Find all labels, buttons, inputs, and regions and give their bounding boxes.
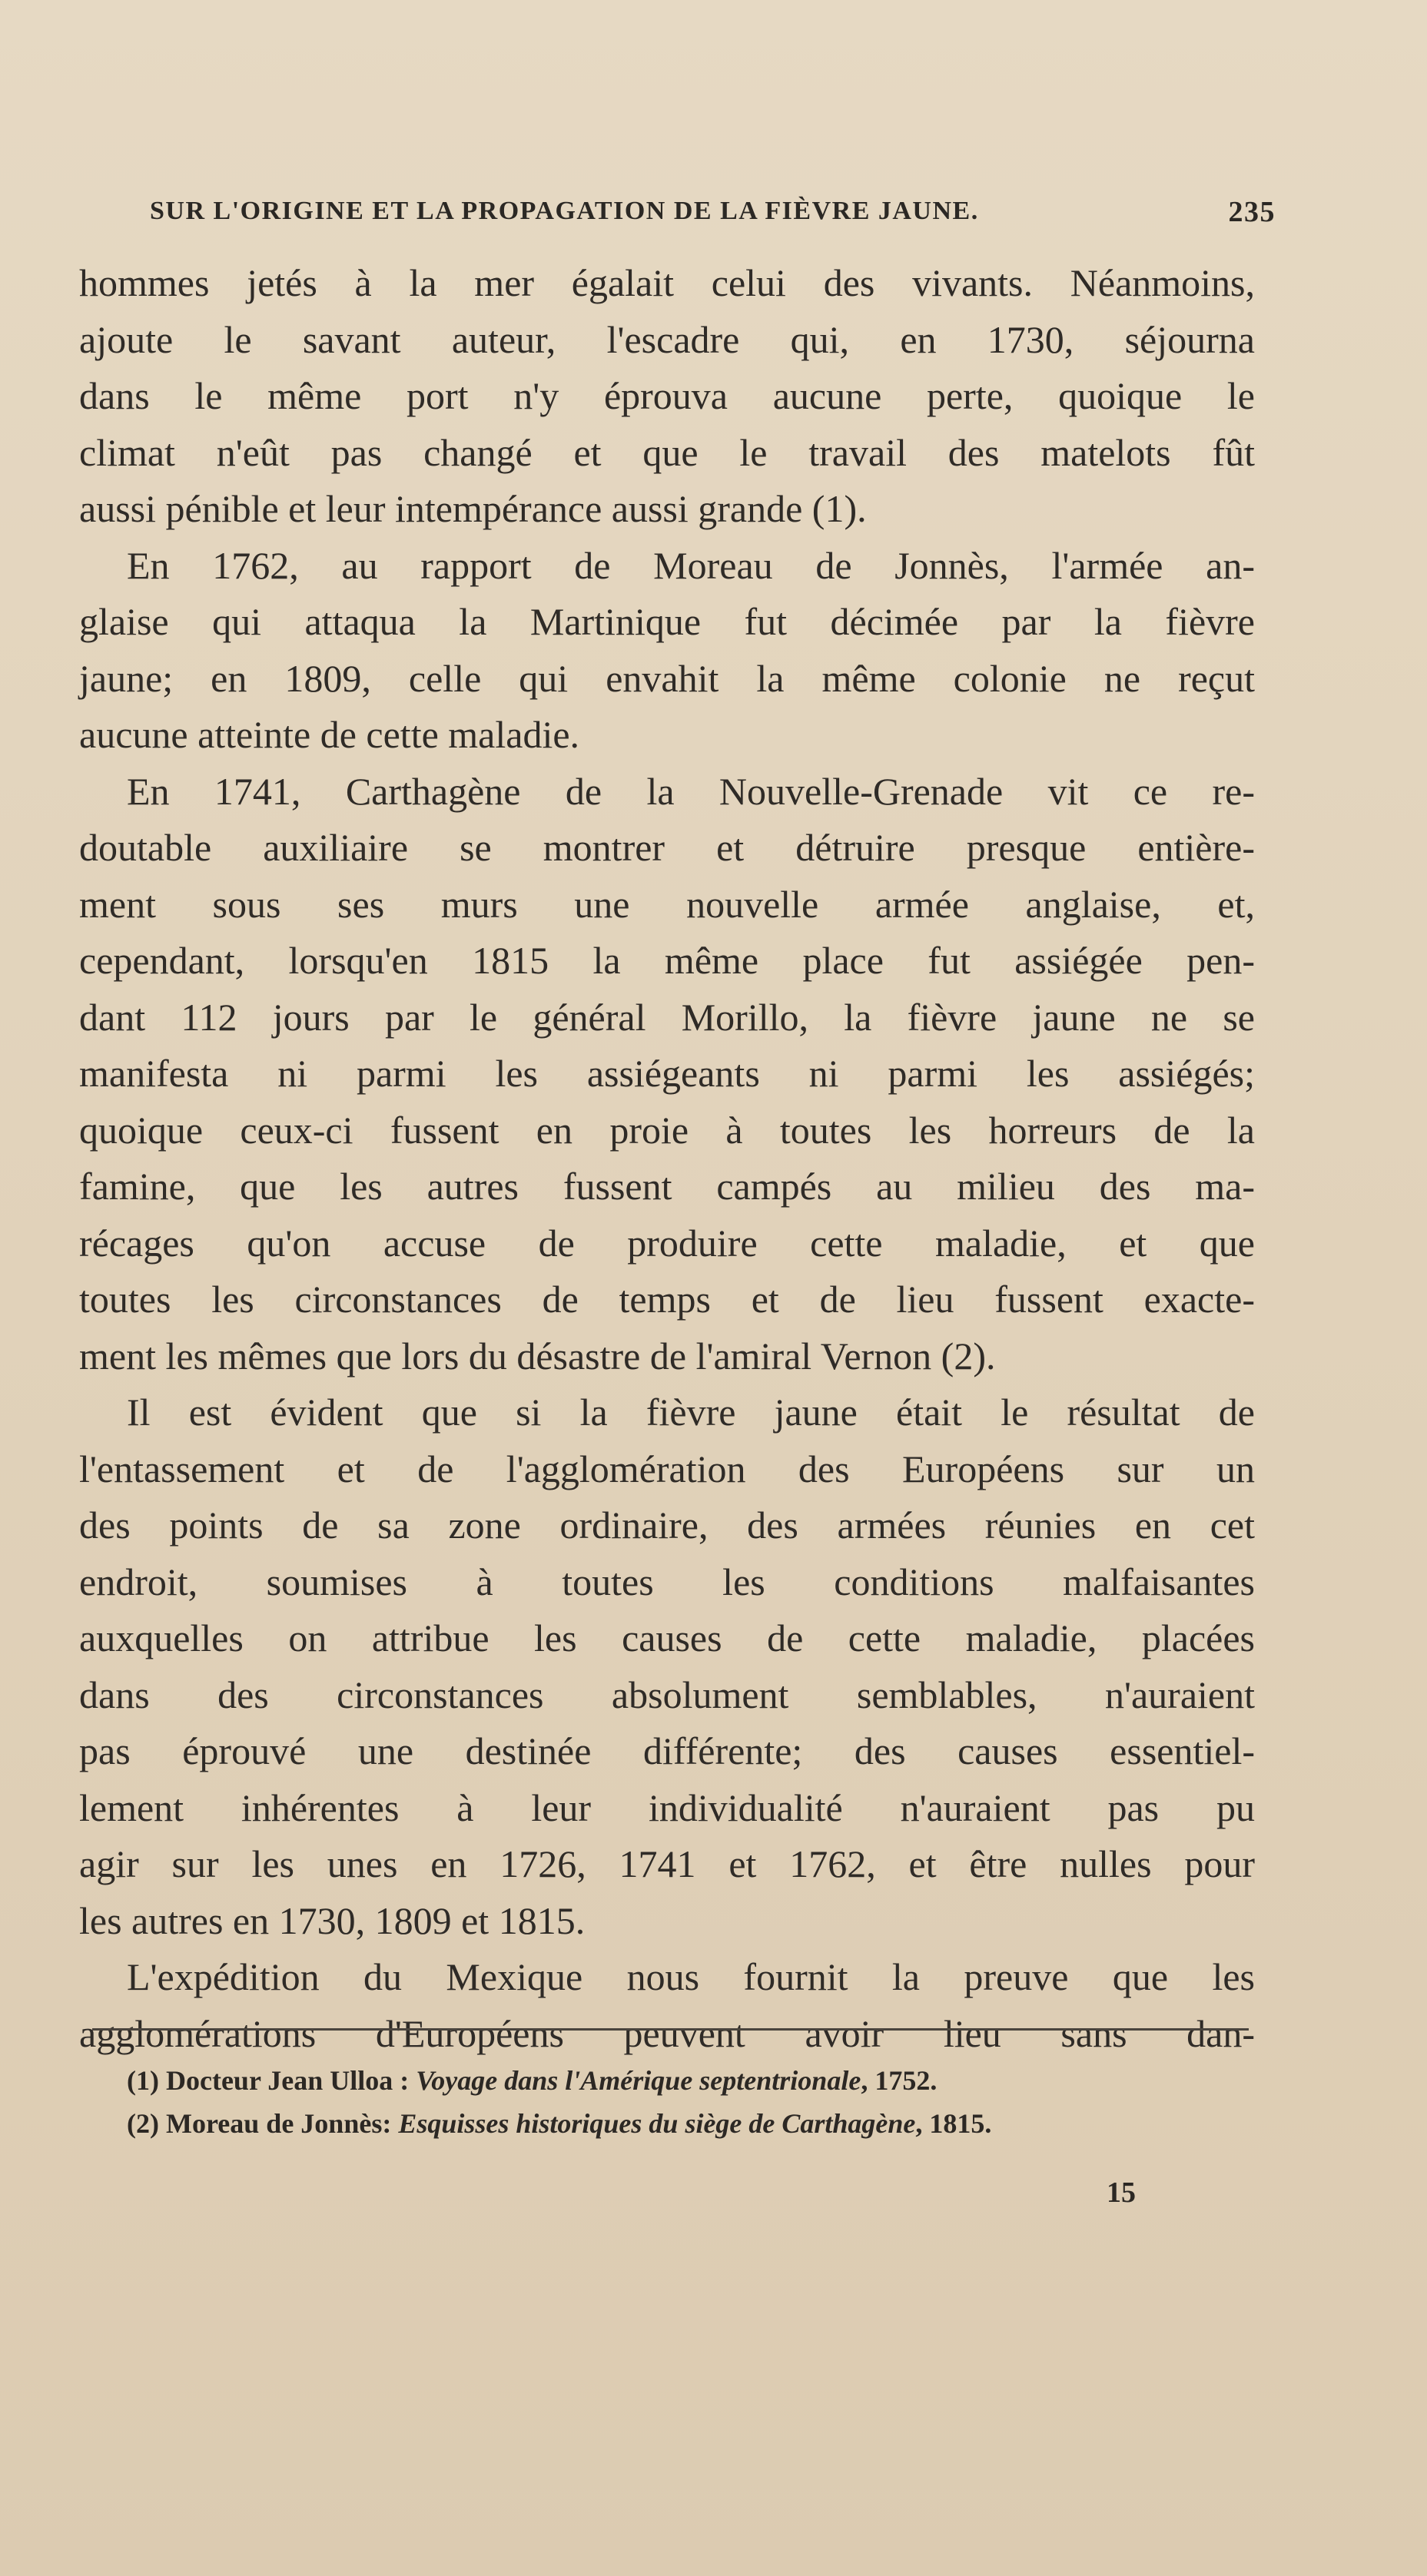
- text-line: dans des circonstances absolument semblables, n'auraient: [79, 1673, 1255, 1716]
- text-line: récages qu'on accuse de produire cette maladie, et que: [79, 1221, 1255, 1265]
- footnote-year: , 1815.: [915, 2108, 992, 2139]
- page-number: 235: [1228, 196, 1276, 228]
- text-line: des points de sa zone ordinaire, des armées réunies en cet: [79, 1503, 1255, 1547]
- text-line: climat n'eût pas changé et que le travail des matelots fût: [79, 430, 1255, 474]
- text-line: lement inhérentes à leur individualité n'auraient pas pu: [79, 1785, 1255, 1829]
- footnote-1: [127, 2059, 1249, 2102]
- footnote-2: [127, 2102, 1249, 2145]
- text-line: aucune atteinte de cette maladie.: [79, 713, 580, 756]
- footnote-author: Docteur Jean Ulloa :: [165, 2065, 410, 2096]
- text-line: ment sous ses murs une nouvelle armée anglaise, et,: [79, 882, 1255, 926]
- text-line: l'entassement et de l'agglomération des Européens sur un: [79, 1447, 1255, 1490]
- text-line: cependant, lorsqu'en 1815 la même place fut assiégée pen-: [79, 939, 1255, 982]
- text-line: manifesta ni parmi les assiégeants ni parmi les assiégés;: [79, 1052, 1255, 1095]
- text-line: doutable auxiliaire se montrer et détruire presque entière-: [79, 826, 1255, 869]
- footnote-marker: (1): [127, 2065, 159, 2096]
- footnote-year: , 1752.: [861, 2065, 938, 2096]
- text-line: quoique ceux-ci fussent en proie à toutes les horreurs de la: [79, 1108, 1255, 1152]
- paragraph-start-line: Il est évident que si la fièvre jaune était le résultat de: [127, 1391, 1255, 1434]
- text-line: hommes jetés à la mer égalait celui des vivants. Néanmoins,: [79, 261, 1255, 304]
- text-line: ajoute le savant auteur, l'escadre qui, en 1730, séjourna: [79, 317, 1255, 361]
- running-head-title: SUR L'ORIGINE ET LA PROPAGATION DE LA FIÈVRE JAUNE.: [150, 197, 979, 225]
- signature-mark: 15: [1107, 2177, 1136, 2209]
- text-line: jaune; en 1809, celle qui envahit la même colonie ne reçut: [79, 656, 1255, 700]
- text-line: dant 112 jours par le général Morillo, la fièvre jaune ne se: [79, 995, 1255, 1039]
- footnotes: [127, 2059, 1249, 2145]
- text-line: agir sur les unes en 1726, 1741 et 1762, et être nulles pour: [79, 1842, 1255, 1885]
- text-line: famine, que les autres fussent campés au milieu des ma-: [79, 1165, 1255, 1208]
- text-line: ment les mêmes que lors du désastre de l'amiral Vernon (2).: [79, 1334, 996, 1378]
- text-line: auxquelles on attribue les causes de cette maladie, placées: [79, 1616, 1255, 1659]
- text-line: dans le même port n'y éprouva aucune perte, quoique le: [79, 374, 1255, 417]
- text-line: glaise qui attaqua la Martinique fut décimée par la fièvre: [79, 600, 1255, 643]
- text-line: pas éprouvé une destinée différente; des causes essentiel-: [79, 1729, 1255, 1772]
- text-line: endroit, soumises à toutes les conditions malfaisantes: [79, 1560, 1255, 1603]
- footnote-author: Moreau de Jonnès:: [165, 2108, 392, 2139]
- text-line: les autres en 1730, 1809 et 1815.: [79, 1898, 586, 1942]
- footnote-work-title: Voyage dans l'Amérique septentrionale: [416, 2065, 861, 2096]
- paragraph-start-line: L'expédition du Mexique nous fournit la preuve que les: [127, 1955, 1255, 1998]
- body-text: [79, 255, 1255, 2062]
- text-line: toutes les circonstances de temps et de lieu fussent exacte-: [79, 1278, 1255, 1321]
- footnote-work-title: Esquisses historiques du siège de Carthagène: [398, 2108, 916, 2139]
- paragraph-start-line: En 1741, Carthagène de la Nouvelle-Grenade vit ce re-: [127, 769, 1255, 813]
- text-line: aussi pénible et leur intempérance aussi grande (1).: [79, 487, 867, 530]
- footnote-marker: (2): [127, 2108, 159, 2139]
- footnote-separator-rule: [92, 2028, 1249, 2031]
- paragraph-start-line: En 1762, au rapport de Moreau de Jonnès, l'armée an-: [127, 543, 1255, 587]
- text-line: agglomérations d'Européens peuvent avoir lieu sans dan-: [79, 2011, 1255, 2055]
